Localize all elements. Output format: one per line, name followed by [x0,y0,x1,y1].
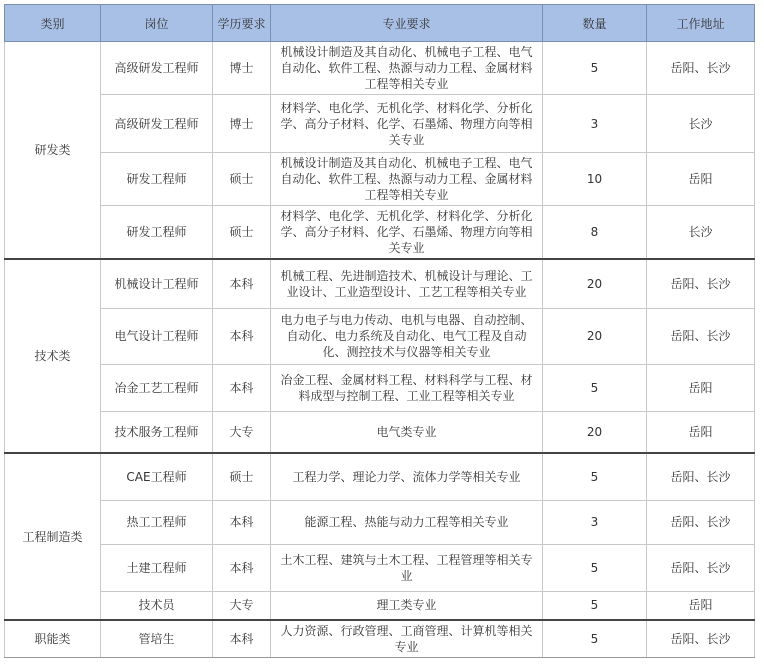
table-row [5,591,755,620]
table-row [5,95,755,153]
category-cell: 技术类 [5,259,101,453]
location-cell: 长沙 [647,206,755,260]
position-cell: CAE工程师 [101,453,213,500]
quantity-cell: 3 [543,500,647,544]
quantity-cell: 8 [543,206,647,260]
table-row [5,308,755,364]
education-cell: 本科 [213,620,271,658]
table-row [5,620,755,658]
education-cell: 博士 [213,95,271,153]
table-body [5,42,755,658]
table-row [5,453,755,500]
quantity-cell: 20 [543,259,647,308]
major-cell: 能源工程、热能与动力工程等相关专业 [271,500,543,544]
quantity-cell: 5 [543,544,647,591]
position-cell: 管培生 [101,620,213,658]
location-cell: 岳阳、长沙 [647,500,755,544]
position-cell: 土建工程师 [101,544,213,591]
major-cell: 材料学、电化学、无机化学、材料化学、分析化学、高分子材料、化学、石墨烯、物理方向等相关专业 [271,206,543,260]
position-cell: 技术服务工程师 [101,411,213,453]
location-cell: 岳阳、长沙 [647,42,755,95]
major-cell: 机械设计制造及其自动化、机械电子工程、电气自动化、软件工程、热源与动力工程、金属材料工程等相关专业 [271,42,543,95]
table-row [5,42,755,95]
location-cell: 岳阳、长沙 [647,259,755,308]
table-row [5,364,755,411]
education-cell: 硕士 [213,453,271,500]
position-cell: 热工工程师 [101,500,213,544]
table-row [5,206,755,260]
table-row [5,544,755,591]
location-cell: 岳阳、长沙 [647,453,755,500]
quantity-cell: 5 [543,591,647,620]
table-row [5,259,755,308]
category-cell: 工程制造类 [5,453,101,620]
position-cell: 电气设计工程师 [101,308,213,364]
major-cell: 材料学、电化学、无机化学、材料化学、分析化学、高分子材料、化学、石墨烯、物理方向等相关专业 [271,95,543,153]
category-cell: 职能类 [5,620,101,658]
education-cell: 大专 [213,591,271,620]
education-cell: 本科 [213,500,271,544]
quantity-cell: 5 [543,364,647,411]
quantity-cell: 5 [543,620,647,658]
major-cell: 机械设计制造及其自动化、机械电子工程、电气自动化、软件工程、热源与动力工程、金属材料工程等相关专业 [271,153,543,206]
header-category: 类别 [5,5,101,42]
major-cell: 人力资源、行政管理、工商管理、计算机等相关专业 [271,620,543,658]
location-cell: 岳阳 [647,364,755,411]
quantity-cell: 10 [543,153,647,206]
quantity-cell: 5 [543,453,647,500]
location-cell: 长沙 [647,95,755,153]
header-row [5,5,755,42]
header-quantity: 数量 [543,5,647,42]
education-cell: 本科 [213,544,271,591]
quantity-cell: 20 [543,308,647,364]
location-cell: 岳阳、长沙 [647,544,755,591]
quantity-cell: 20 [543,411,647,453]
education-cell: 硕士 [213,153,271,206]
major-cell: 冶金工程、金属材料工程、材料科学与工程、材料成型与控制工程、工业工程等相关专业 [271,364,543,411]
header-major: 专业要求 [271,5,543,42]
quantity-cell: 3 [543,95,647,153]
major-cell: 电气类专业 [271,411,543,453]
location-cell: 岳阳、长沙 [647,620,755,658]
education-cell: 本科 [213,364,271,411]
education-cell: 大专 [213,411,271,453]
major-cell: 理工类专业 [271,591,543,620]
table-row [5,411,755,453]
major-cell: 机械工程、先进制造技术、机械设计与理论、工业设计、工业造型设计、工艺工程等相关专业 [271,259,543,308]
recruitment-table-container [4,4,754,658]
header-education: 学历要求 [213,5,271,42]
category-cell: 研发类 [5,42,101,260]
major-cell: 工程力学、理论力学、流体力学等相关专业 [271,453,543,500]
header-position: 岗位 [101,5,213,42]
position-cell: 冶金工艺工程师 [101,364,213,411]
position-cell: 研发工程师 [101,153,213,206]
location-cell: 岳阳、长沙 [647,308,755,364]
education-cell: 博士 [213,42,271,95]
location-cell: 岳阳 [647,411,755,453]
education-cell: 硕士 [213,206,271,260]
major-cell: 土木工程、建筑与土木工程、工程管理等相关专业 [271,544,543,591]
location-cell: 岳阳 [647,153,755,206]
table-row [5,153,755,206]
position-cell: 技术员 [101,591,213,620]
position-cell: 机械设计工程师 [101,259,213,308]
header-location: 工作地址 [647,5,755,42]
table-row [5,500,755,544]
position-cell: 研发工程师 [101,206,213,260]
position-cell: 高级研发工程师 [101,95,213,153]
education-cell: 本科 [213,259,271,308]
recruitment-table [4,4,755,658]
location-cell: 岳阳 [647,591,755,620]
quantity-cell: 5 [543,42,647,95]
education-cell: 本科 [213,308,271,364]
position-cell: 高级研发工程师 [101,42,213,95]
major-cell: 电力电子与电力传动、电机与电器、自动控制、自动化、电力系统及自动化、电气工程及自动化、测控技术与仪器等相关专业 [271,308,543,364]
